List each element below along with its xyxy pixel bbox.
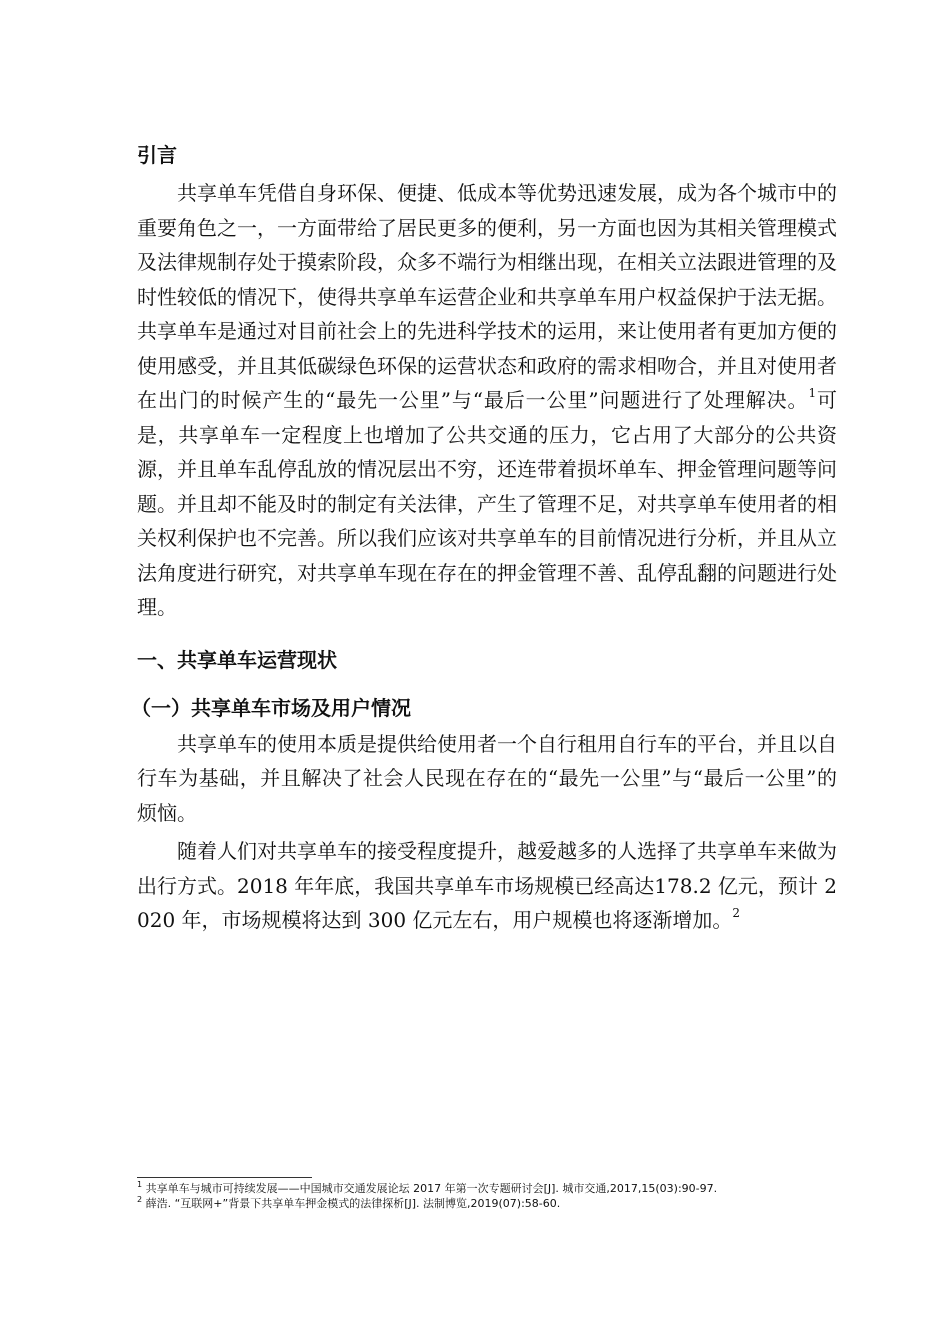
intro-paragraph-part-b: 可是，共享单车一定程度上也增加了公共交通的压力，它占用了大部分的公共资源，并且单车乱停乱放的情况层出不穷，还连带着损坏单车、押金管理问题等问题。并且却不能及时的制定有关法律，产生了管理不足，对共享单车使用者的相关权利保护也不完善。所以我们应该对共享单车的目前情况进行分析，并且从立法角度进行研究，对共享单车现在存在的押金管理不善、乱停乱翻的问题进行处理。 — [137, 388, 837, 619]
footnote-2-text: 薛浩. “互联网+”背景下共享单车押金模式的法律探析[J]. 法制博览,2019(07):58-60. — [142, 1197, 561, 1210]
footnote-2-mark: 2 — [137, 1195, 143, 1205]
footnote-ref-2[interactable]: 2 — [732, 906, 741, 921]
body-content — [131, 138, 837, 938]
footnote-1-text: 共享单车与城市可持续发展——中国城市交通发展论坛 2017 年第一次专题研讨会[J]. 城市交通,2017,15(03):90-97. — [142, 1182, 718, 1195]
footnote-divider — [137, 1177, 312, 1178]
footnote-1-mark: 1 — [137, 1180, 143, 1190]
intro-paragraph — [137, 176, 837, 625]
intro-heading: 引言 — [137, 143, 177, 167]
footnote-2 — [137, 1196, 837, 1211]
footnote-ref-1[interactable]: 1 — [808, 386, 817, 401]
subsection-1-heading: （一）共享单车市场及用户情况 — [131, 695, 411, 720]
subsection-1-paragraph-2 — [137, 834, 837, 938]
footnotes — [137, 1177, 837, 1211]
footnote-1 — [137, 1181, 837, 1196]
intro-paragraph-part-a: 共享单车凭借自身环保、便捷、低成本等优势迅速发展，成为各个城市中的重要角色之一，一方面带给了居民更多的便利，另一方面也因为其相关管理模式及法律规制存处于摸索阶段，众多不端行为相继出现，在相关立法跟进管理的及时性较低的情况下，使得共享单车运营企业和共享单车用户权益保护于法无据。共享单车是通过对目前社会上的先进科学技术的运用，来让使用者有更加方便的使用感受，并且其低碳绿色环保的运营状态和政府的需求相吻合，并且对使用者在出门的时候产生的“最先一公里”与“最后一公里”问题进行了处理解决。 — [137, 181, 837, 412]
section-1-heading: 一、共享单车运营现状 — [137, 647, 337, 672]
subsection-1-paragraph-1: 共享单车的使用本质是提供给使用者一个自行租用自行车的平台，并且以自行车为基础，并且解决了社会人民现在存在的“最先一公里”与“最后一公里”的烦恼。 — [137, 731, 837, 825]
subsection-1-paragraph-2-text: 随着人们对共享单车的接受程度提升，越爱越多的人选择了共享单车来做为出行方式。2018 年年底，我国共享单车市场规模已经高达178.2 亿元，预计 2020 年，市场规模将达到 300 亿元左右，用户规模也将逐渐增加。 — [137, 839, 837, 932]
